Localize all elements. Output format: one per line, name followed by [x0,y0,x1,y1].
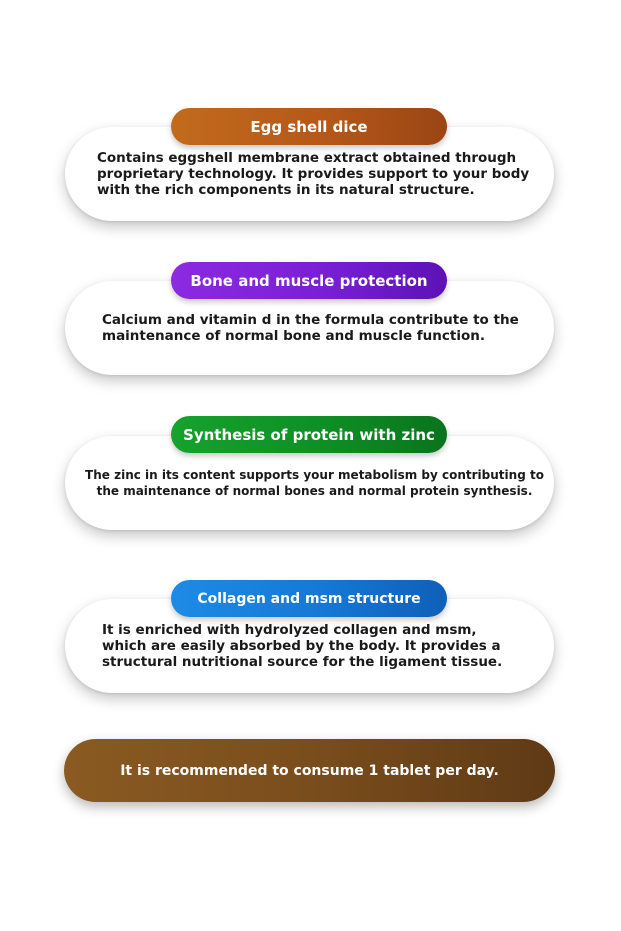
bone-muscle-description: Calcium and vitamin d in the formula contribute to the maintenance of normal bone and muscle function. [102,312,519,344]
egg-shell-description: Contains eggshell membrane extract obtained through proprietary technology. It provides support to your body with the rich components in its natural structure. [97,150,530,198]
egg-shell-title-pill: Egg shell dice [171,108,447,145]
protein-zinc-title-pill: Synthesis of protein with zinc [171,416,447,453]
daily-dosage-banner [64,739,555,802]
collagen-msm-title-pill: Collagen and msm structure [171,580,447,617]
bone-muscle-title-pill: Bone and muscle protection [171,262,447,299]
protein-zinc-description: The zinc in its content supports your metabolism by contributing to the maintenance of normal bones and normal protein synthesis. [85,468,544,498]
collagen-msm-description: It is enriched with hydrolyzed collagen and msm, which are easily absorbed by the body. It provides a structural nutritional source for the ligament tissue. [102,622,503,670]
daily-dosage-text: It is recommended to consume 1 tablet per day. [120,762,499,779]
